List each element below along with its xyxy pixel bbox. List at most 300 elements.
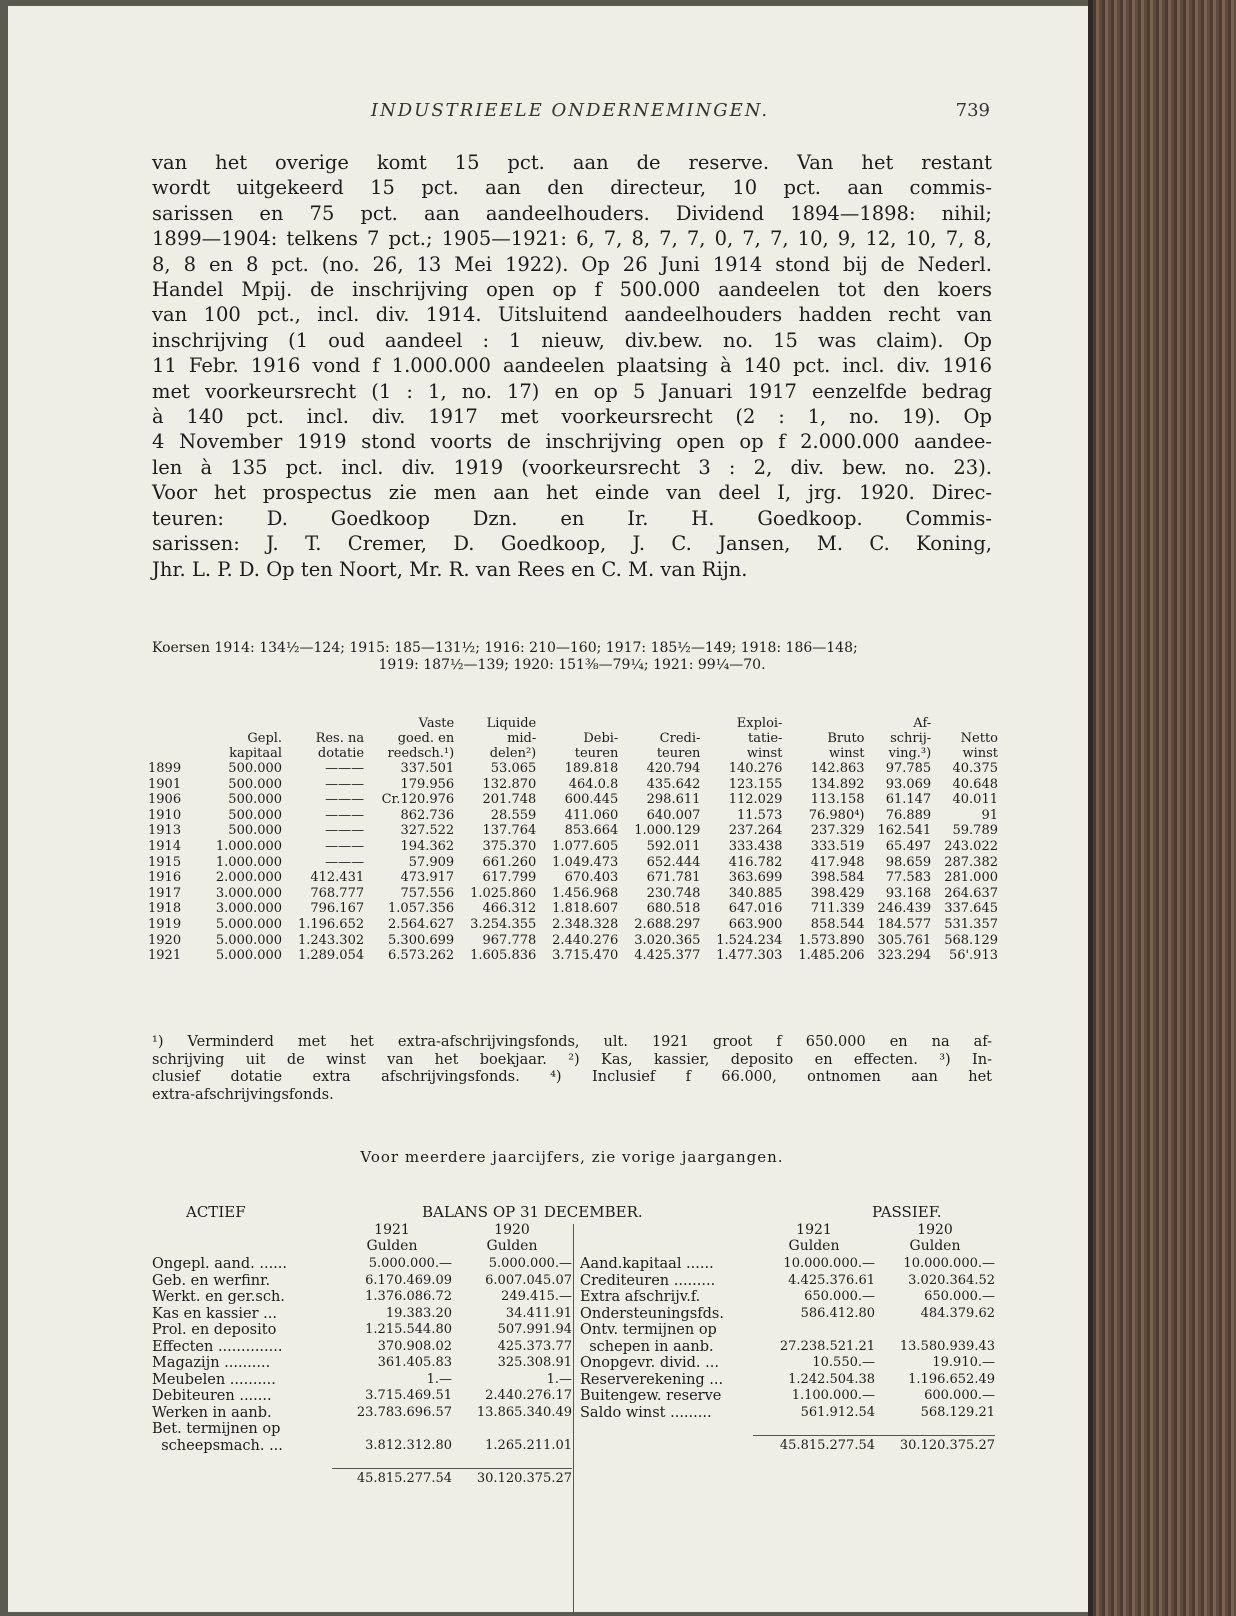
balance-value: 23.783.696.57 xyxy=(356,1404,452,1420)
balance-title: BALANS OP 31 DECEMBER. xyxy=(422,1203,643,1221)
paragraph-line: Handel Mpij. de inschrijving open op f 500.000 aandeelen tot den koers xyxy=(152,278,992,302)
table-cell: Cr.120.976 xyxy=(381,792,455,808)
table-cell: 500.000 xyxy=(228,823,283,839)
balance-value: 4.425.376.61 xyxy=(788,1272,875,1288)
table-cell: 600.445 xyxy=(564,792,619,808)
balance-value: 5.000.000.— xyxy=(488,1256,572,1271)
balance-row xyxy=(580,1256,995,1273)
table-cell: 5.000.000 xyxy=(215,916,283,932)
koersen-block xyxy=(152,640,992,674)
table-cell: 134.892 xyxy=(810,776,865,792)
table-cell: ——— xyxy=(325,838,365,854)
table-cell: 640.007 xyxy=(646,807,701,823)
footnote-line: extra-afschrijvingsfonds. xyxy=(152,1086,334,1103)
balance-item-label: Aand.kapitaal ...... xyxy=(580,1256,714,1272)
balance-item-label: Extra afschrijv.f. xyxy=(580,1289,701,1305)
table-cell: 189.818 xyxy=(564,761,619,776)
paragraph-line: 8, 8 en 8 pct. (no. 26, 13 Mei 1922). Op 26 Juni 1914 stond bij de Nederl. xyxy=(152,252,992,276)
actief-label: ACTIEF xyxy=(186,1203,246,1221)
table-cell: 5.300.699 xyxy=(388,932,455,948)
row-year: 1899 xyxy=(148,761,182,776)
table-cell: 1.000.129 xyxy=(634,823,701,839)
table-cell: 617.799 xyxy=(482,870,537,886)
paragraph-line: inschrijving (1 oud aandeel : 1 nieuw, div.bew. no. 15 was claim). Op xyxy=(152,328,992,352)
column-header: Netto winst xyxy=(960,731,998,761)
table-cell: ——— xyxy=(325,761,365,776)
table-cell: 298.611 xyxy=(646,792,701,808)
row-year: 1918 xyxy=(148,901,182,917)
balance-value: 13.580.939.43 xyxy=(899,1338,995,1354)
balance-value: 249.415.— xyxy=(501,1289,572,1304)
table-row xyxy=(148,792,998,808)
footnote-line: schrijving uit de winst van het boekjaar. ²) Kas, kassier, deposito en effecten. ³) In- xyxy=(152,1051,992,1068)
table-cell: 40.375 xyxy=(952,761,998,776)
spacer xyxy=(580,1421,995,1435)
column-header: Liquide mid- delen²) xyxy=(486,716,537,761)
table-cell: 327.522 xyxy=(400,823,455,839)
balance-header-cell xyxy=(152,1222,332,1256)
table-cell: 76.889 xyxy=(885,807,932,823)
balance-total: 30.120.375.27 xyxy=(452,1468,572,1485)
balance-total: 45.815.277.54 xyxy=(332,1468,452,1485)
table-row xyxy=(148,933,998,949)
balance-value: 507.991.94 xyxy=(497,1322,572,1337)
table-cell: 184.577 xyxy=(877,916,932,932)
table-cell: 466.312 xyxy=(482,901,537,917)
table-cell: 243.022 xyxy=(944,838,998,854)
table-cell: 246.439 xyxy=(877,901,932,917)
table-cell: 2.688.297 xyxy=(634,916,701,932)
table-cell: 201.748 xyxy=(482,792,537,808)
page-number: 739 xyxy=(955,100,990,121)
balance-header-cell: 1920 Gulden xyxy=(486,1222,538,1254)
paragraph-line: sarissen: J. T. Cremer, D. Goedkoop, J. C. Jansen, M. C. Koning, xyxy=(152,532,992,556)
table-cell: 1.485.206 xyxy=(798,948,865,964)
balance-value: 34.411.91 xyxy=(505,1305,572,1321)
table-cell: 237.329 xyxy=(810,823,865,839)
table-row xyxy=(148,855,998,871)
balance-total-row xyxy=(152,1468,572,1485)
table-cell: 93.168 xyxy=(885,885,932,901)
table-row xyxy=(148,901,998,917)
table-cell: 179.956 xyxy=(400,776,455,792)
table-cell: 647.016 xyxy=(728,901,783,917)
table-row xyxy=(148,917,998,933)
balance-item-label: Saldo winst ......... xyxy=(580,1404,712,1421)
balance-value: 600.000.— xyxy=(924,1388,995,1403)
table-cell: 3.000.000 xyxy=(215,901,283,917)
table-cell: 53.065 xyxy=(490,761,537,776)
balance-divider xyxy=(573,1224,574,1614)
table-cell: 670.403 xyxy=(564,870,619,886)
table-cell: 858.544 xyxy=(810,916,865,932)
balance-column-header xyxy=(152,1222,572,1256)
table-cell: 230.748 xyxy=(646,885,701,901)
paragraph-line: à 140 pct. incl. div. 1917 met voorkeursrecht (2 : 1, no. 19). Op xyxy=(152,405,992,429)
balance-item-label: Werken in aanb. xyxy=(152,1404,272,1421)
table-cell: 97.785 xyxy=(885,761,932,776)
balance-item-label: Ontv. termijnen op xyxy=(580,1322,717,1338)
balance-row xyxy=(152,1355,572,1372)
row-year: 1906 xyxy=(148,792,182,808)
balance-item-label: Werkt. en ger.sch. xyxy=(152,1289,285,1305)
table-cell: 500.000 xyxy=(228,807,283,823)
balance-row xyxy=(580,1355,995,1372)
paragraph-line: sarissen en 75 pct. aan aandeelhouders. Dividend 1894—1898: nihil; xyxy=(152,201,992,225)
koersen-line-1: Koersen 1914: 134½—124; 1915: 185—131½; 1916: 210—160; 1917: 185½—149; 1918: 186—148; xyxy=(152,640,858,656)
balance-total xyxy=(152,1468,332,1485)
balance-row xyxy=(152,1388,572,1405)
table-cell: 91 xyxy=(981,807,998,823)
table-cell: 1.456.968 xyxy=(552,885,619,901)
table-cell: 93.069 xyxy=(885,776,932,792)
table-cell: 411.060 xyxy=(564,807,619,823)
balance-row xyxy=(152,1339,572,1356)
table-cell: 3.715.470 xyxy=(552,948,619,964)
table-cell: 11.573 xyxy=(736,807,783,823)
table-cell: 1.049.473 xyxy=(552,854,619,870)
table-cell: 412.431 xyxy=(310,870,365,886)
footnote-line: clusief dotatie extra afschrijvingsfonds. ⁴) Inclusief f 66.000, ontnomen aan het xyxy=(152,1069,992,1085)
table-cell: 264.637 xyxy=(944,885,998,901)
table-row xyxy=(148,870,998,886)
column-header: Af- schrij- ving.³) xyxy=(888,716,932,761)
balance-row xyxy=(580,1339,995,1356)
paragraph-line: Voor het prospectus zie men aan het einde van deel I, jrg. 1920. Direc- xyxy=(152,481,992,505)
table-cell: 661.260 xyxy=(482,854,537,870)
table-cell: 281.000 xyxy=(944,870,998,886)
table-cell: 65.497 xyxy=(885,838,932,854)
table-cell: 287.382 xyxy=(944,854,998,870)
table-cell: 305.761 xyxy=(877,932,932,948)
column-header: Gepl. kapitaal xyxy=(229,731,283,761)
balance-value: 5.000.000.— xyxy=(368,1256,452,1271)
table-cell: 2.564.627 xyxy=(388,916,455,932)
balance-row xyxy=(152,1322,572,1339)
table-cell: 132.870 xyxy=(482,776,537,792)
balance-value xyxy=(753,1322,875,1339)
table-cell: 333.519 xyxy=(810,838,865,854)
table-cell: 757.556 xyxy=(400,885,455,901)
paragraph-line: teuren: D. Goedkoop Dzn. en Ir. H. Goedkoop. Commis- xyxy=(152,506,992,530)
table-cell: 1.605.836 xyxy=(470,948,537,964)
balance-liabilities xyxy=(580,1222,995,1452)
paragraph-line: 1899—1904: telkens 7 pct.; 1905—1921: 6, 7, 8, 7, 7, 0, 7, 7, 10, 9, 12, 10, 7, 8, xyxy=(152,227,992,251)
balance-total xyxy=(580,1435,753,1452)
table-cell: 1.196.652 xyxy=(297,916,365,932)
balance-value: 10.000.000.— xyxy=(783,1256,875,1271)
balance-row xyxy=(152,1421,572,1438)
balance-row xyxy=(152,1256,572,1273)
balance-value: 10.550.— xyxy=(812,1355,875,1370)
balance-value: 27.238.521.21 xyxy=(779,1338,875,1354)
table-cell: 56'.913 xyxy=(948,948,998,964)
column-header xyxy=(148,716,200,761)
table-cell: 416.782 xyxy=(728,854,783,870)
footnote-line: ¹) Verminderd met het extra-afschrijvingsfonds, ult. 1921 groot f 650.000 en na af- xyxy=(152,1034,992,1050)
table-cell: 4.425.377 xyxy=(634,948,701,964)
table-cell: 1.243.302 xyxy=(297,932,365,948)
table-cell: 1.289.054 xyxy=(297,948,365,964)
table-cell: 142.863 xyxy=(810,761,865,776)
column-header: Debi- teuren xyxy=(574,731,619,761)
table-cell: 2.440.276 xyxy=(552,932,619,948)
column-header: Res. na dotatie xyxy=(315,731,365,761)
table-row xyxy=(148,839,998,855)
table-cell: 3.254.355 xyxy=(470,916,537,932)
more-figures-note: Voor meerdere jaarcijfers, zie vorige jaargangen. xyxy=(360,1148,784,1166)
row-year: 1910 xyxy=(148,807,182,823)
table-cell: 162.541 xyxy=(877,823,932,839)
balance-value: 370.908.02 xyxy=(377,1338,452,1354)
balance-value: 13.865.340.49 xyxy=(476,1404,572,1420)
body-paragraph xyxy=(152,150,992,582)
balance-value: 1.265.211.01 xyxy=(485,1437,572,1453)
balance-value: 361.405.83 xyxy=(377,1355,452,1370)
balance-item-label: Crediteuren ......... xyxy=(580,1272,716,1289)
balance-value: 325.308.91 xyxy=(497,1355,572,1370)
balance-row xyxy=(152,1306,572,1323)
balance-value: 586.412.80 xyxy=(800,1305,875,1321)
row-year: 1914 xyxy=(148,838,182,854)
table-cell: 323.294 xyxy=(877,948,932,964)
table-cell: 500.000 xyxy=(228,776,283,792)
table-cell: 671.781 xyxy=(646,870,701,886)
balance-total-row xyxy=(580,1435,995,1452)
column-header: Bruto winst xyxy=(827,731,865,761)
balance-row xyxy=(580,1306,995,1323)
balance-row xyxy=(580,1322,995,1339)
table-cell: 3.020.365 xyxy=(634,932,701,948)
table-cell: 796.167 xyxy=(310,901,365,917)
table-cell: 28.559 xyxy=(490,807,537,823)
balance-value: 10.000.000.— xyxy=(903,1256,995,1271)
table-cell: 398.429 xyxy=(810,885,865,901)
balance-item-label: Kas en kassier ... xyxy=(152,1305,277,1322)
balance-row xyxy=(152,1405,572,1422)
balance-value: 650.000.— xyxy=(924,1289,995,1304)
balance-value xyxy=(875,1322,995,1339)
table-row xyxy=(148,808,998,824)
balance-value xyxy=(452,1421,572,1438)
table-cell: 500.000 xyxy=(228,792,283,808)
footnotes xyxy=(152,1034,992,1104)
balance-item-label: schepen in aanb. xyxy=(580,1338,714,1355)
table-cell: 420.794 xyxy=(646,761,701,776)
table-cell: 464.0.8 xyxy=(568,776,619,792)
balance-header-cell xyxy=(580,1222,753,1256)
table-row xyxy=(148,761,998,777)
table-cell: 2.000.000 xyxy=(215,870,283,886)
table-cell: 568.129 xyxy=(944,932,998,948)
table-cell: 768.777 xyxy=(310,885,365,901)
table-cell: 500.000 xyxy=(228,761,283,776)
table-cell: 652.444 xyxy=(646,854,701,870)
table-cell: 3.000.000 xyxy=(215,885,283,901)
balance-item-label: Ondersteuningsfds. xyxy=(580,1305,724,1322)
table-cell: 333.438 xyxy=(728,838,783,854)
running-header xyxy=(150,100,990,124)
balance-value: 3.812.312.80 xyxy=(365,1437,452,1453)
table-cell: 663.900 xyxy=(728,916,783,932)
balance-value: 425.373.77 xyxy=(497,1338,572,1354)
table-cell: 123.155 xyxy=(728,776,783,792)
row-year: 1915 xyxy=(148,854,182,870)
table-cell: 5.000.000 xyxy=(215,948,283,964)
table-cell: 1.477.303 xyxy=(716,948,783,964)
book-spine xyxy=(1093,0,1236,1616)
balance-row xyxy=(580,1372,995,1389)
balance-value xyxy=(332,1421,452,1438)
table-cell: ——— xyxy=(325,807,365,823)
balance-value: 650.000.— xyxy=(804,1289,875,1304)
table-cell: 140.276 xyxy=(728,761,783,776)
paragraph-line: len à 135 pct. incl. div. 1919 (voorkeursrecht 3 : 2, div. bew. no. 23). xyxy=(152,455,992,479)
table-cell: 531.357 xyxy=(944,916,998,932)
balance-row xyxy=(152,1372,572,1389)
table-cell: 967.778 xyxy=(482,932,537,948)
balance-value: 561.912.54 xyxy=(800,1404,875,1420)
balance-item-label: Debiteuren ....... xyxy=(152,1388,272,1404)
table-cell: 194.362 xyxy=(400,838,455,854)
table-cell: 1.000.000 xyxy=(215,838,283,854)
balance-header-cell: 1921 Gulden xyxy=(788,1222,840,1254)
paragraph-line: met voorkeursrecht (1 : 1, no. 17) en op 5 Januari 1917 eenzelfde bedrag xyxy=(152,379,992,403)
balance-total: 30.120.375.27 xyxy=(875,1435,995,1452)
balance-assets xyxy=(152,1222,572,1485)
table-cell: 61.147 xyxy=(885,792,932,808)
balance-header-cell: 1921 Gulden xyxy=(366,1222,418,1254)
koersen-line-2: 1919: 187½—139; 1920: 151⅜—79¼; 1921: 99¼—70. xyxy=(378,657,766,673)
table-row xyxy=(148,823,998,839)
balance-item-label: scheepsmach. ... xyxy=(152,1437,283,1454)
table-cell: 340.885 xyxy=(728,885,783,901)
balance-value: 19.383.20 xyxy=(385,1305,452,1321)
balance-value: 1.100.000.— xyxy=(791,1388,875,1403)
balance-value: 1.215.544.80 xyxy=(365,1322,452,1337)
table-cell: 237.264 xyxy=(728,823,783,839)
balance-item-label: Bet. termijnen op xyxy=(152,1421,281,1437)
balance-row xyxy=(580,1388,995,1405)
balance-row xyxy=(152,1273,572,1290)
paragraph-line: wordt uitgekeerd 15 pct. aan den directeur, 10 pct. aan commis- xyxy=(152,176,992,200)
row-year: 1919 xyxy=(148,916,182,932)
table-cell: 473.917 xyxy=(400,870,455,886)
balance-value: 19.910.— xyxy=(932,1355,995,1370)
paragraph-line: 4 November 1919 stond voorts de inschrijving open op f 2.000.000 aandee- xyxy=(152,430,992,454)
balance-value: 3.715.469.51 xyxy=(365,1388,452,1403)
table-cell: 1.057.356 xyxy=(388,901,455,917)
spacer xyxy=(152,1454,572,1468)
table-cell: 1.573.890 xyxy=(798,932,865,948)
paragraph-line: van 100 pct., incl. div. 1914. Uitsluitend aandeelhouders hadden recht van xyxy=(152,303,992,327)
table-cell: 398.584 xyxy=(810,870,865,886)
row-year: 1917 xyxy=(148,885,182,901)
balance-value: 1.196.652.49 xyxy=(908,1371,995,1387)
table-row xyxy=(148,777,998,793)
balance-item-label: Onopgevr. divid. ... xyxy=(580,1355,719,1371)
balance-value: 1.— xyxy=(546,1371,572,1387)
table-row xyxy=(148,886,998,902)
balance-row xyxy=(152,1289,572,1306)
paragraph-line: 11 Febr. 1916 vond f 1.000.000 aandeelen plaatsing à 140 pct. incl. div. 1916 xyxy=(152,354,992,378)
balance-header xyxy=(152,1203,992,1223)
table-cell: 112.029 xyxy=(728,792,783,808)
table-cell: 5.000.000 xyxy=(215,932,283,948)
table-cell: 40.011 xyxy=(952,792,998,808)
table-cell: 98.659 xyxy=(885,854,932,870)
table-cell: 711.339 xyxy=(810,901,865,917)
balance-header-cell: 1920 Gulden xyxy=(909,1222,961,1254)
table-cell: 1.025.860 xyxy=(470,885,537,901)
table-cell: 59.789 xyxy=(952,823,998,839)
balance-value: 568.129.21 xyxy=(920,1404,995,1420)
table-cell: 40.648 xyxy=(952,776,998,792)
balance-item-label: Geb. en werfinr. xyxy=(152,1272,271,1289)
table-cell: 853.664 xyxy=(564,823,619,839)
table-cell: ——— xyxy=(325,854,365,870)
table-cell: 1.524.234 xyxy=(716,932,783,948)
balance-column-header xyxy=(580,1222,995,1256)
balance-row xyxy=(152,1438,572,1455)
balance-value: 1.376.086.72 xyxy=(365,1289,452,1304)
balance-value: 3.020.364.52 xyxy=(908,1272,995,1288)
column-header: Credi- teuren xyxy=(656,731,701,761)
balance-value: 484.379.62 xyxy=(920,1305,995,1321)
column-header: Vaste goed. en reedsch.¹) xyxy=(387,716,455,761)
table-cell: 680.518 xyxy=(646,901,701,917)
balance-row xyxy=(580,1289,995,1306)
table-cell: 862.736 xyxy=(400,807,455,823)
table-cell: 57.909 xyxy=(408,854,455,870)
paragraph-line: Jhr. L. P. D. Op ten Noort, Mr. R. van Rees en C. M. van Rijn. xyxy=(152,557,748,581)
table-cell: 6.573.262 xyxy=(388,948,455,964)
row-year: 1913 xyxy=(148,823,182,839)
table-cell: ——— xyxy=(325,823,365,839)
balance-value: 6.170.469.09 xyxy=(365,1272,452,1288)
table-cell: 337.501 xyxy=(400,761,455,776)
passief-label: PASSIEF. xyxy=(872,1203,942,1221)
table-cell: 77.583 xyxy=(885,870,932,886)
column-header: Exploi- tatie- winst xyxy=(736,716,783,761)
balance-item-label: Prol. en deposito xyxy=(152,1322,277,1338)
table-cell: ——— xyxy=(325,776,365,792)
financial-table xyxy=(148,716,998,964)
balance-item-label: Buitengew. reserve xyxy=(580,1388,722,1404)
table-cell: 1.818.607 xyxy=(552,901,619,917)
running-title: INDUSTRIEELE ONDERNEMINGEN. xyxy=(370,100,770,121)
row-year: 1916 xyxy=(148,870,182,886)
table-cell: 113.158 xyxy=(810,792,865,808)
table-cell: 417.948 xyxy=(810,854,865,870)
table-cell: 1.077.605 xyxy=(552,838,619,854)
table-cell: 76.980⁴) xyxy=(808,807,865,823)
table-cell: 2.348.328 xyxy=(552,916,619,932)
table-cell: 592.011 xyxy=(646,838,701,854)
balance-total: 45.815.277.54 xyxy=(753,1435,875,1452)
balance-value: 6.007.045.07 xyxy=(485,1272,572,1288)
table-cell: 1.000.000 xyxy=(215,854,283,870)
table-cell: 137.764 xyxy=(482,823,537,839)
balance-value: 1.— xyxy=(426,1371,452,1387)
table-cell: 337.645 xyxy=(944,901,998,917)
row-year: 1901 xyxy=(148,776,182,792)
balance-item-label: Reserverekening ... xyxy=(580,1371,724,1388)
table-cell: 375.370 xyxy=(482,838,537,854)
balance-item-label: Effecten .............. xyxy=(152,1338,283,1355)
table-row xyxy=(148,948,998,964)
balance-row xyxy=(580,1405,995,1422)
